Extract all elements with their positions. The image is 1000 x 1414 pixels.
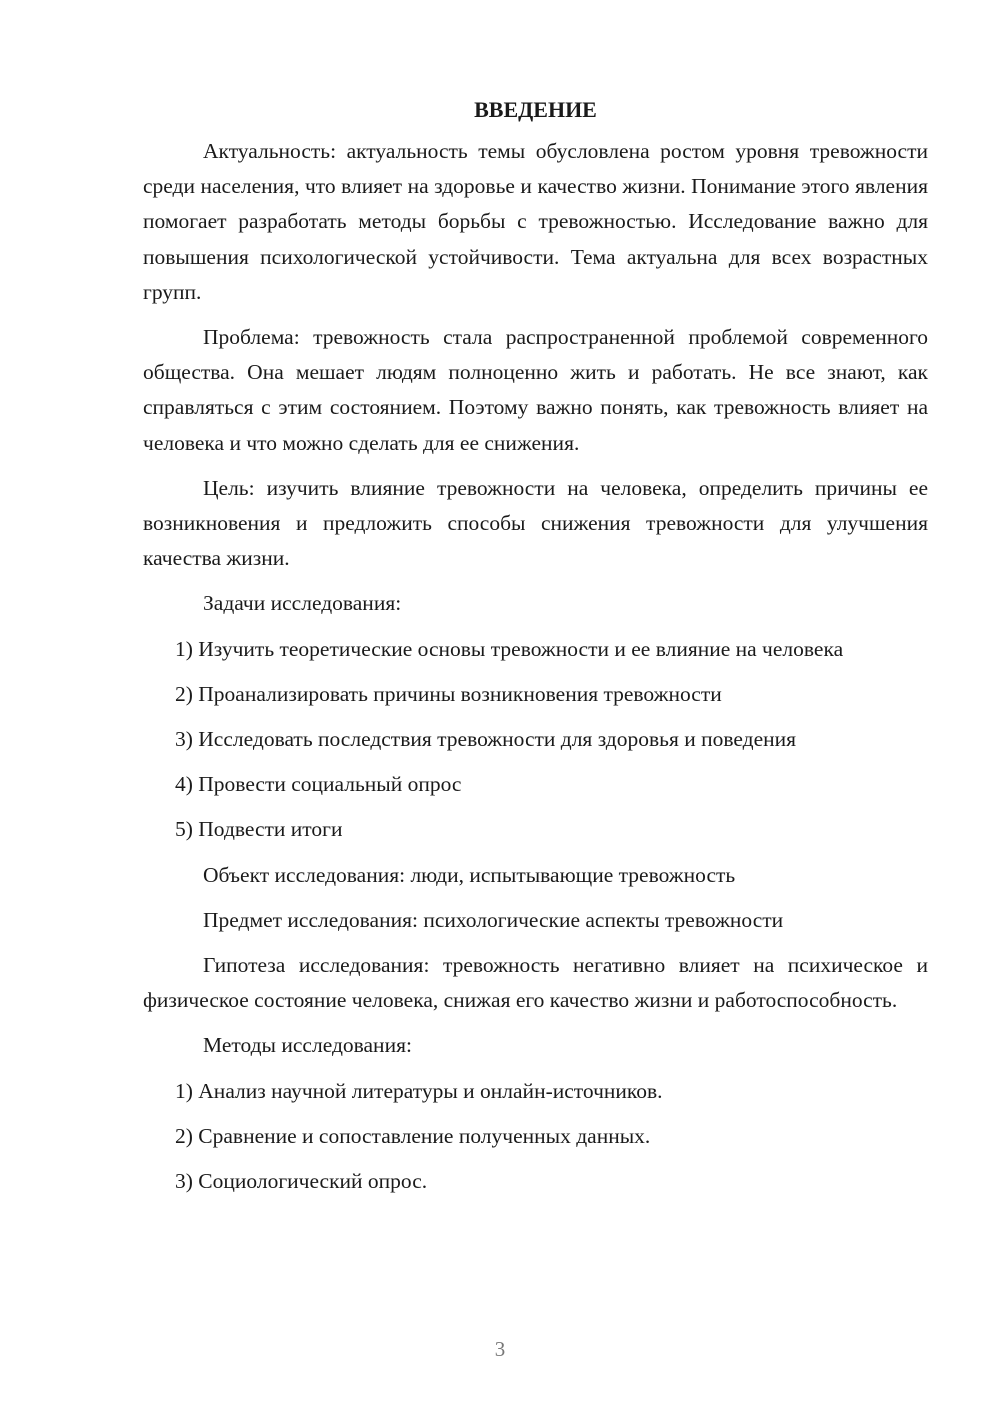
page-number: 3 (494, 1337, 506, 1361)
hypothesis-paragraph: Гипотеза исследования: тревожность негативно влияет на психическое и физическое состояние человека, снижая его качество жизни и работоспособность. (143, 953, 928, 1013)
method-item-1: 1) Анализ научной литературы и онлайн-источников. (175, 1078, 663, 1103)
method-item-2: 2) Сравнение и сопоставление полученных данных. (175, 1123, 651, 1148)
subject-line: Предмет исследования: психологические аспекты тревожности (203, 907, 784, 932)
task-item-2: 2) Проанализировать причины возникновения тревожности (175, 681, 722, 706)
document-page (143, 94, 928, 1209)
page-title: ВВЕДЕНИЕ (474, 97, 597, 122)
object-line: Объект исследования: люди, испытывающие тревожность (203, 862, 736, 887)
tasks-heading: Задачи исследования: (203, 591, 402, 616)
problem-paragraph: Проблема: тревожность стала распространенной проблемой современного общества. Она мешает людям полноценно жить и работать. Не все знают, как справляться с этим состоянием. Поэтому важно понять, как тревожность влияет на человека и что можно сделать для ее снижения. (143, 325, 928, 455)
relevance-paragraph: Актуальность: актуальность темы обусловлена ростом уровня тревожности среди населения, что влияет на здоровье и качество жизни. Понимание этого явления помогает разработать методы борьбы с тревожностью. Исследование важно для повышения психологической устойчивости. Тема актуальна для всех возрастных групп. (143, 139, 928, 304)
task-item-5: 5) Подвести итоги (175, 817, 343, 842)
goal-paragraph: Цель: изучить влияние тревожности на человека, определить причины ее возникновения и предложить способы снижения тревожности для улучшения качества жизни. (143, 475, 928, 571)
method-item-3: 3) Социологический опрос. (175, 1169, 428, 1194)
task-item-4: 4) Провести социальный опрос (175, 772, 462, 797)
methods-heading: Методы исследования: (203, 1033, 412, 1058)
task-item-3: 3) Исследовать последствия тревожности для здоровья и поведения (175, 727, 797, 752)
task-item-1: 1) Изучить теоретические основы тревожности и ее влияние на человека (175, 636, 844, 661)
